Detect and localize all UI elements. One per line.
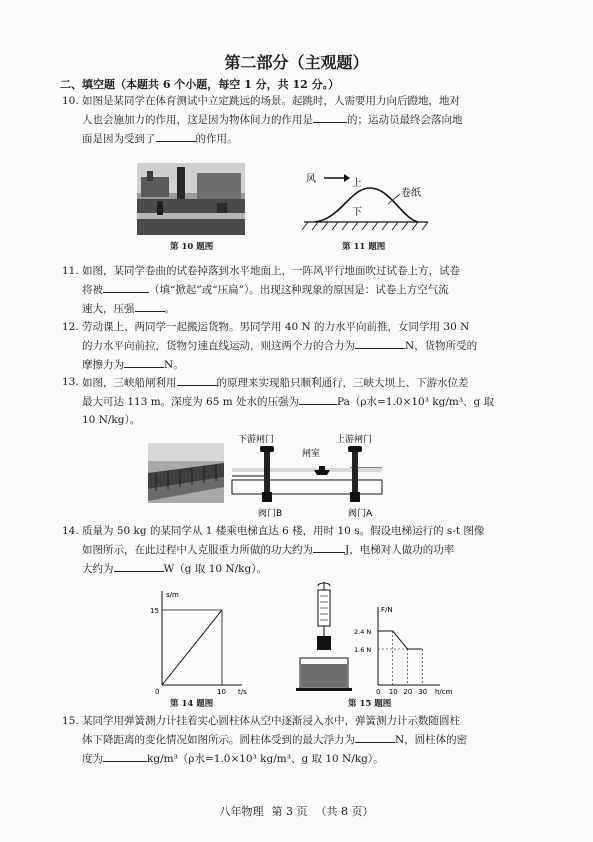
q15-blank-1[interactable] (355, 730, 395, 743)
footer-page: 第 3 页 (271, 805, 308, 818)
fig11-diagram (300, 160, 450, 242)
y-tick-label: 2.4 N (354, 628, 372, 636)
q11-line2a: 将被 (82, 284, 103, 296)
q11-blank-1[interactable] (103, 280, 149, 293)
q14-blank-2[interactable] (114, 559, 164, 572)
x-tick-label: 20 (403, 688, 413, 696)
fig11-bottom-label: 下 (352, 207, 362, 218)
fig11-wind-label: 风 (306, 174, 316, 185)
q14-line1: 质量为 50 kg 的某同学从 1 楼乘电梯直达 6 楼，用时 10 s。假设电梯运行的 s-t 图像 (82, 525, 485, 537)
q10-line2a: 人也会施加力的作用，这是因为物体间力的作用是 (82, 114, 313, 126)
boat-icon (314, 470, 330, 475)
y-axis-label: F/N (381, 606, 393, 614)
fig13-chamber-label: 闸室 (302, 449, 321, 459)
fig13-upstream-label: 上游闸门 (336, 435, 373, 445)
y-axis-label: s/m (166, 591, 179, 599)
page-footer (0, 803, 593, 819)
q11-line3a: 速大，压强 (82, 303, 135, 315)
q13-line2: 最大可达 113 m。深度为 65 m 处水的压强为 (82, 396, 300, 408)
footer-subject: 八年物理 (219, 805, 264, 818)
q13-line2b: Pa（ρ水=1.0×10³ kg/m³、g 取 (337, 396, 495, 408)
part-title: 第二部分（主观题） (224, 53, 369, 72)
question-11 (62, 262, 540, 318)
q12-line2b: N，货物所受的 (405, 340, 478, 352)
q12-blank-1[interactable] (355, 336, 405, 349)
fig11-caption: 第 11 题图 (342, 242, 386, 252)
q15-line3a: 度为 (82, 753, 103, 765)
question-number: 10. (62, 95, 79, 107)
upstream-gate-icon (348, 446, 362, 452)
y-tick-label: 1.6 N (354, 646, 372, 654)
y-tick-label: 15 (150, 607, 159, 615)
q12-line2a: 的力水平向前拉，货物匀速直线运动，则这两个力的合力为 (82, 340, 355, 352)
q14-blank-1[interactable] (313, 540, 345, 553)
valve-a-icon (350, 492, 360, 502)
question-number: 13. (62, 376, 79, 388)
fig13-valve-a-label: 阀门A (348, 509, 373, 519)
section-title: 二、填空题（本题共 6 个小题，每空 1 分，共 12 分。） (60, 78, 340, 91)
q15-line1: 某同学用弹簧测力计挂着实心圆柱体从空中逐渐浸入水中，弹簧测力计示数随圆柱 (82, 715, 460, 727)
question-12 (62, 318, 540, 374)
q15-line3b: kg/m³（ρ水=1.0×10³ kg/m³、g 取 10 N/kg）。 (147, 753, 384, 765)
fig11-paper-label: 卷纸 (401, 188, 421, 199)
q12-line3a: 摩擦力为 (82, 359, 124, 371)
q15-line2a: 体下降距离的变化情况如图所示。圆柱体受到的最大浮力为 (82, 734, 355, 746)
q13-blank-1[interactable] (177, 373, 217, 386)
q13-line3: 10 N/kg）。 (82, 414, 141, 426)
footer-total: （共 8 页） (315, 805, 374, 818)
q11-blank-2[interactable] (135, 299, 165, 312)
q15-blank-2[interactable] (103, 749, 147, 762)
fig15-caption: 第 15 题图 (348, 699, 392, 709)
question-14 (62, 522, 540, 578)
question-10 (62, 92, 540, 148)
fig14-caption: 第 14 题图 (170, 699, 214, 709)
fig10-photo (137, 163, 245, 235)
q14-line2a: 如图所示，在此过程中人克服重力所做的功大约为 (82, 544, 313, 556)
series-line (378, 631, 422, 649)
question-number: 12. (62, 321, 79, 333)
q10-blank-1[interactable] (313, 110, 347, 123)
fig10-caption: 第 10 题图 (170, 242, 214, 252)
fig13-lock-diagram (230, 432, 386, 520)
x-tick-label: 0 (376, 688, 381, 696)
q11-line1: 如图，某同学卷曲的试卷掉落到水平地面上，一阵风平行地面吹过试卷上方，试卷 (82, 265, 460, 277)
q10-line2b: 的；运动员最终会落向地 (347, 114, 463, 126)
fig15-apparatus (296, 580, 354, 692)
question-15 (62, 712, 540, 768)
fig11-top-label: 上 (352, 178, 362, 189)
x-tick-label: 10 (217, 688, 226, 696)
q10-blank-2[interactable] (156, 129, 196, 142)
x-tick-label: 10 (388, 688, 398, 696)
downstream-gate-icon (260, 446, 274, 452)
x-axis-label: h/cm (435, 688, 453, 696)
fig13-downstream-label: 下游闸门 (238, 435, 275, 445)
q14-line3a: 大约为 (82, 563, 114, 575)
q14-line3b: W（g 取 10 N/kg）。 (163, 563, 267, 575)
question-number: 11. (62, 265, 79, 277)
fig13-valve-b-label: 阀门B (258, 509, 283, 519)
q12-line1: 劳动课上、两同学一起搬运货物。男同学用 40 N 的力水平向前推，女同学用 30 N (82, 321, 470, 333)
origin-label: 0 (155, 688, 160, 696)
q11-line3b: 。 (164, 303, 175, 315)
q10-line1: 如图是某同学在体育测试中立定跳远的场景。起跳时，人需要用力向后蹬地，地对 (82, 95, 460, 107)
valve-b-icon (262, 492, 272, 502)
q13-line1a: 如图，三峡船闸利用 (82, 377, 177, 389)
question-number: 15. (62, 715, 79, 727)
q10-line3b: 的作用。 (195, 133, 238, 145)
fig13-photo (148, 443, 224, 503)
fig15-fh-chart (354, 605, 453, 697)
q12-blank-2[interactable] (124, 355, 164, 368)
q13-blank-2[interactable] (299, 392, 337, 405)
q10-line3a: 面是因为受到了 (82, 133, 156, 145)
cylinder-icon (317, 636, 331, 650)
wind-arrowhead-icon (344, 174, 350, 182)
question-number: 14. (62, 525, 79, 537)
x-axis-label: t/s (238, 688, 247, 696)
x-tick-label: 30 (418, 688, 428, 696)
q15-line2b: N，圆柱体的密 (395, 734, 468, 746)
series-line (162, 610, 222, 685)
q12-line3b: N。 (164, 359, 184, 371)
fig14-st-chart (140, 585, 250, 697)
question-13 (62, 373, 540, 429)
q14-line2b: J，电梯对人做功的功率 (345, 544, 455, 556)
q11-line2b: （填“掀起”或“压扁”）。出现这种现象的原因是：试卷上方空气流 (149, 284, 449, 296)
q13-line1b: 的原理来实现船只顺利通行，三峡大坝上、下游水位差 (216, 377, 469, 389)
